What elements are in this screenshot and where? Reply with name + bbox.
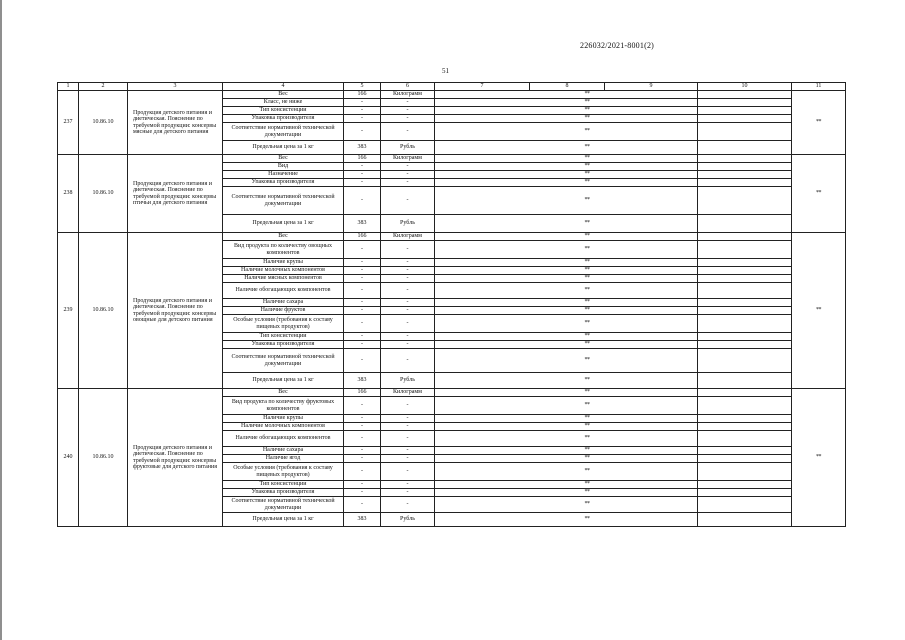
attribute-name: Назначение	[223, 171, 344, 179]
column-11-marker: **	[792, 91, 846, 155]
empty-cell-10	[698, 373, 792, 389]
attribute-name: Наличие молочных компонентов	[223, 267, 344, 275]
attribute-value: 383	[344, 373, 381, 389]
unit-of-measure: Рубль	[381, 513, 435, 527]
empty-cell-9	[605, 179, 698, 187]
empty-cell-7	[435, 333, 530, 341]
empty-cell-10	[698, 341, 792, 349]
empty-cell-9	[605, 107, 698, 115]
column-11-marker: **	[792, 233, 846, 389]
empty-cell-7	[435, 397, 530, 415]
attribute-value: -	[344, 275, 381, 283]
attribute-name: Тип консистенции	[223, 481, 344, 489]
empty-cell-10	[698, 315, 792, 333]
attribute-name: Вид продукта по количеству фруктовых компонентов	[223, 397, 344, 415]
empty-cell-7	[435, 233, 530, 241]
attribute-name: Наличие ягод	[223, 455, 344, 463]
empty-cell-7	[435, 163, 530, 171]
column-header-5: 5	[344, 83, 381, 91]
requirement-marker: **	[530, 455, 605, 463]
attribute-value: -	[344, 307, 381, 315]
empty-cell-9	[605, 415, 698, 423]
requirement-marker: **	[530, 163, 605, 171]
column-11-marker: **	[792, 389, 846, 527]
requirement-marker: **	[530, 283, 605, 299]
requirement-marker: **	[530, 415, 605, 423]
empty-cell-10	[698, 423, 792, 431]
empty-cell-9	[605, 233, 698, 241]
empty-cell-7	[435, 107, 530, 115]
empty-cell-7	[435, 463, 530, 481]
requirement-marker: **	[530, 389, 605, 397]
unit-of-measure: -	[381, 431, 435, 447]
requirement-marker: **	[530, 373, 605, 389]
empty-cell-10	[698, 389, 792, 397]
unit-of-measure: -	[381, 267, 435, 275]
empty-cell-9	[605, 259, 698, 267]
row-number: 238	[58, 155, 79, 233]
attribute-value: -	[344, 123, 381, 141]
unit-of-measure: -	[381, 455, 435, 463]
empty-cell-10	[698, 91, 792, 99]
empty-cell-7	[435, 373, 530, 389]
requirement-marker: **	[530, 275, 605, 283]
empty-cell-7	[435, 283, 530, 299]
product-name: Продукция детского питания и диетическая. Пояснение по требуемой продукции: консервы фруктовые для детского питания	[128, 389, 223, 527]
empty-cell-7	[435, 241, 530, 259]
empty-cell-7	[435, 307, 530, 315]
attribute-value: -	[344, 179, 381, 187]
empty-cell-9	[605, 299, 698, 307]
attribute-value: -	[344, 187, 381, 215]
scan-edge-line	[0, 0, 2, 640]
empty-cell-7	[435, 155, 530, 163]
requirement-marker: **	[530, 187, 605, 215]
empty-cell-9	[605, 155, 698, 163]
unit-of-measure: -	[381, 171, 435, 179]
empty-cell-7	[435, 99, 530, 107]
unit-of-measure: Рубль	[381, 373, 435, 389]
requirement-marker: **	[530, 171, 605, 179]
column-header-2: 2	[79, 83, 128, 91]
empty-cell-10	[698, 187, 792, 215]
empty-cell-9	[605, 349, 698, 373]
attribute-value: -	[344, 341, 381, 349]
attribute-value: -	[344, 489, 381, 497]
attribute-name: Наличие сахара	[223, 299, 344, 307]
empty-cell-9	[605, 141, 698, 155]
empty-cell-9	[605, 315, 698, 333]
unit-of-measure: -	[381, 179, 435, 187]
attribute-value: -	[344, 423, 381, 431]
requirement-marker: **	[530, 267, 605, 275]
table-body	[58, 91, 846, 527]
attribute-value: -	[344, 163, 381, 171]
empty-cell-9	[605, 99, 698, 107]
attribute-name: Соответствие нормативной технической документации	[223, 497, 344, 513]
empty-cell-10	[698, 123, 792, 141]
empty-cell-7	[435, 455, 530, 463]
requirement-marker: **	[530, 397, 605, 415]
attribute-name: Наличие обогащающих компонентов	[223, 431, 344, 447]
attribute-value: -	[344, 415, 381, 423]
requirement-marker: **	[530, 481, 605, 489]
empty-cell-7	[435, 141, 530, 155]
attribute-value: -	[344, 315, 381, 333]
empty-cell-10	[698, 497, 792, 513]
attribute-name: Предельная цена за 1 кг	[223, 373, 344, 389]
attribute-name: Упаковка производителя	[223, 115, 344, 123]
requirement-marker: **	[530, 333, 605, 341]
attribute-value: -	[344, 497, 381, 513]
empty-cell-10	[698, 513, 792, 527]
empty-cell-7	[435, 423, 530, 431]
empty-cell-9	[605, 241, 698, 259]
row-number: 239	[58, 233, 79, 389]
table-row	[58, 389, 846, 397]
unit-of-measure: -	[381, 307, 435, 315]
attribute-value: 166	[344, 389, 381, 397]
empty-cell-7	[435, 349, 530, 373]
empty-cell-7	[435, 513, 530, 527]
empty-cell-7	[435, 415, 530, 423]
unit-of-measure: -	[381, 341, 435, 349]
requirement-marker: **	[530, 315, 605, 333]
column-header-1: 1	[58, 83, 79, 91]
empty-cell-9	[605, 91, 698, 99]
empty-cell-10	[698, 241, 792, 259]
empty-cell-10	[698, 349, 792, 373]
empty-cell-9	[605, 423, 698, 431]
empty-cell-10	[698, 397, 792, 415]
empty-cell-9	[605, 341, 698, 349]
unit-of-measure: -	[381, 241, 435, 259]
requirement-marker: **	[530, 489, 605, 497]
empty-cell-7	[435, 431, 530, 447]
empty-cell-9	[605, 389, 698, 397]
empty-cell-9	[605, 307, 698, 315]
empty-cell-7	[435, 389, 530, 397]
empty-cell-7	[435, 187, 530, 215]
table-row	[58, 155, 846, 163]
empty-cell-10	[698, 163, 792, 171]
empty-cell-10	[698, 283, 792, 299]
requirement-marker: **	[530, 91, 605, 99]
product-name: Продукция детского питания и диетическая. Пояснение по требуемой продукции: консервы птичьи для детского питания	[128, 155, 223, 233]
unit-of-measure: -	[381, 463, 435, 481]
requirement-marker: **	[530, 423, 605, 431]
attribute-name: Наличие сахара	[223, 447, 344, 455]
empty-cell-10	[698, 179, 792, 187]
empty-cell-10	[698, 171, 792, 179]
requirement-marker: **	[530, 259, 605, 267]
row-number: 240	[58, 389, 79, 527]
empty-cell-9	[605, 373, 698, 389]
attribute-name: Предельная цена за 1 кг	[223, 513, 344, 527]
empty-cell-7	[435, 275, 530, 283]
document-number: 226032/2021-8001(2)	[580, 41, 655, 50]
unit-of-measure: -	[381, 397, 435, 415]
attribute-value: -	[344, 115, 381, 123]
empty-cell-7	[435, 259, 530, 267]
attribute-value: -	[344, 283, 381, 299]
empty-cell-10	[698, 215, 792, 233]
attribute-name: Упаковка производителя	[223, 179, 344, 187]
empty-cell-10	[698, 307, 792, 315]
unit-of-measure: -	[381, 299, 435, 307]
attribute-name: Вес	[223, 389, 344, 397]
empty-cell-9	[605, 283, 698, 299]
empty-cell-7	[435, 171, 530, 179]
unit-of-measure: -	[381, 259, 435, 267]
attribute-name: Предельная цена за 1 кг	[223, 215, 344, 233]
empty-cell-9	[605, 115, 698, 123]
unit-of-measure: -	[381, 163, 435, 171]
requirement-marker: **	[530, 233, 605, 241]
requirement-marker: **	[530, 497, 605, 513]
attribute-name: Упаковка производителя	[223, 341, 344, 349]
requirement-marker: **	[530, 215, 605, 233]
attribute-name: Вес	[223, 233, 344, 241]
empty-cell-10	[698, 233, 792, 241]
requirement-marker: **	[530, 155, 605, 163]
requirement-marker: **	[530, 341, 605, 349]
unit-of-measure: -	[381, 489, 435, 497]
unit-of-measure: -	[381, 481, 435, 489]
empty-cell-7	[435, 497, 530, 513]
attribute-name: Особые условия (требования к составу пищевых продуктов)	[223, 315, 344, 333]
empty-cell-9	[605, 171, 698, 179]
attribute-name: Вид продукта по количеству овощных компонентов	[223, 241, 344, 259]
unit-of-measure: -	[381, 187, 435, 215]
attribute-value: 166	[344, 233, 381, 241]
unit-of-measure: Килограмм	[381, 155, 435, 163]
table-row	[58, 233, 846, 241]
attribute-value: -	[344, 171, 381, 179]
attribute-value: -	[344, 349, 381, 373]
empty-cell-9	[605, 513, 698, 527]
attribute-name: Тип консистенции	[223, 333, 344, 341]
empty-cell-10	[698, 267, 792, 275]
empty-cell-9	[605, 481, 698, 489]
unit-of-measure: -	[381, 107, 435, 115]
attribute-value: -	[344, 447, 381, 455]
unit-of-measure: -	[381, 423, 435, 431]
attribute-value: -	[344, 481, 381, 489]
column-header-9: 9	[605, 83, 698, 91]
empty-cell-7	[435, 489, 530, 497]
empty-cell-9	[605, 275, 698, 283]
requirement-marker: **	[530, 513, 605, 527]
unit-of-measure: Килограмм	[381, 91, 435, 99]
attribute-name: Наличие фруктов	[223, 307, 344, 315]
empty-cell-7	[435, 267, 530, 275]
attribute-value: -	[344, 241, 381, 259]
table-row	[58, 91, 846, 99]
empty-cell-9	[605, 187, 698, 215]
empty-cell-9	[605, 397, 698, 415]
empty-cell-10	[698, 141, 792, 155]
attribute-name: Наличие крупы	[223, 259, 344, 267]
empty-cell-7	[435, 115, 530, 123]
empty-cell-10	[698, 259, 792, 267]
attribute-name: Тип консистенции	[223, 107, 344, 115]
row-number: 237	[58, 91, 79, 155]
empty-cell-9	[605, 123, 698, 141]
unit-of-measure: -	[381, 333, 435, 341]
empty-cell-10	[698, 489, 792, 497]
okpd-code: 10.86.10	[79, 155, 128, 233]
empty-cell-9	[605, 447, 698, 455]
empty-cell-7	[435, 481, 530, 489]
empty-cell-9	[605, 267, 698, 275]
requirement-marker: **	[530, 447, 605, 455]
empty-cell-7	[435, 123, 530, 141]
attribute-value: -	[344, 431, 381, 447]
attribute-name: Соответствие нормативной технической документации	[223, 123, 344, 141]
empty-cell-10	[698, 115, 792, 123]
unit-of-measure: -	[381, 99, 435, 107]
empty-cell-7	[435, 341, 530, 349]
requirement-marker: **	[530, 115, 605, 123]
unit-of-measure: -	[381, 315, 435, 333]
empty-cell-10	[698, 415, 792, 423]
attribute-name: Предельная цена за 1 кг	[223, 141, 344, 155]
unit-of-measure: Килограмм	[381, 389, 435, 397]
empty-cell-7	[435, 215, 530, 233]
unit-of-measure: -	[381, 349, 435, 373]
requirement-marker: **	[530, 99, 605, 107]
attribute-value: -	[344, 99, 381, 107]
empty-cell-9	[605, 497, 698, 513]
attribute-name: Особые условия (требования к составу пищевых продуктов)	[223, 463, 344, 481]
unit-of-measure: -	[381, 115, 435, 123]
empty-cell-10	[698, 481, 792, 489]
table-header-row	[58, 83, 846, 91]
unit-of-measure: -	[381, 283, 435, 299]
attribute-value: -	[344, 259, 381, 267]
column-header-7: 7	[435, 83, 530, 91]
empty-cell-10	[698, 447, 792, 455]
attribute-value: -	[344, 455, 381, 463]
empty-cell-7	[435, 447, 530, 455]
product-name: Продукция детского питания и диетическая. Пояснение по требуемой продукции: консервы мясные для детского питания	[128, 91, 223, 155]
empty-cell-7	[435, 91, 530, 99]
empty-cell-7	[435, 299, 530, 307]
empty-cell-9	[605, 463, 698, 481]
column-header-6: 6	[381, 83, 435, 91]
attribute-value: -	[344, 299, 381, 307]
empty-cell-9	[605, 455, 698, 463]
empty-cell-10	[698, 275, 792, 283]
unit-of-measure: Рубль	[381, 141, 435, 155]
okpd-code: 10.86.10	[79, 233, 128, 389]
attribute-name: Наличие крупы	[223, 415, 344, 423]
attribute-value: -	[344, 267, 381, 275]
unit-of-measure: Рубль	[381, 215, 435, 233]
empty-cell-10	[698, 463, 792, 481]
requirement-marker: **	[530, 107, 605, 115]
attribute-value: 166	[344, 91, 381, 99]
specification-table	[57, 82, 846, 527]
requirement-marker: **	[530, 179, 605, 187]
attribute-name: Класс, не ниже	[223, 99, 344, 107]
attribute-name: Вес	[223, 155, 344, 163]
attribute-name: Наличие молочных компонентов	[223, 423, 344, 431]
attribute-value: 166	[344, 155, 381, 163]
requirement-marker: **	[530, 141, 605, 155]
column-header-10: 10	[698, 83, 792, 91]
attribute-name: Соответствие нормативной технической документации	[223, 349, 344, 373]
empty-cell-10	[698, 99, 792, 107]
okpd-code: 10.86.10	[79, 389, 128, 527]
empty-cell-10	[698, 455, 792, 463]
unit-of-measure: Килограмм	[381, 233, 435, 241]
unit-of-measure: -	[381, 497, 435, 513]
attribute-value: -	[344, 333, 381, 341]
empty-cell-9	[605, 431, 698, 447]
unit-of-measure: -	[381, 415, 435, 423]
okpd-code: 10.86.10	[79, 91, 128, 155]
unit-of-measure: -	[381, 447, 435, 455]
requirement-marker: **	[530, 241, 605, 259]
attribute-name: Вид	[223, 163, 344, 171]
requirement-marker: **	[530, 349, 605, 373]
unit-of-measure: -	[381, 123, 435, 141]
empty-cell-9	[605, 215, 698, 233]
page-number: 51	[442, 67, 449, 75]
empty-cell-7	[435, 179, 530, 187]
empty-cell-9	[605, 163, 698, 171]
attribute-value: -	[344, 107, 381, 115]
empty-cell-10	[698, 155, 792, 163]
attribute-name: Упаковка производителя	[223, 489, 344, 497]
requirement-marker: **	[530, 431, 605, 447]
requirement-marker: **	[530, 463, 605, 481]
column-header-3: 3	[128, 83, 223, 91]
attribute-value: 383	[344, 141, 381, 155]
attribute-value: -	[344, 397, 381, 415]
column-11-marker: **	[792, 155, 846, 233]
unit-of-measure: -	[381, 275, 435, 283]
attribute-name: Наличие обогащающих компонентов	[223, 283, 344, 299]
empty-cell-10	[698, 299, 792, 307]
requirement-marker: **	[530, 123, 605, 141]
attribute-name: Вес	[223, 91, 344, 99]
product-name: Продукция детского питания и диетическая. Пояснение по требуемой продукции: консервы овощные для детского питания	[128, 233, 223, 389]
requirement-marker: **	[530, 299, 605, 307]
column-header-4: 4	[223, 83, 344, 91]
attribute-name: Соответствие нормативной технической документации	[223, 187, 344, 215]
empty-cell-9	[605, 489, 698, 497]
column-header-11: 11	[792, 83, 846, 91]
column-header-8: 8	[530, 83, 605, 91]
attribute-value: 383	[344, 513, 381, 527]
empty-cell-10	[698, 333, 792, 341]
requirement-marker: **	[530, 307, 605, 315]
empty-cell-9	[605, 333, 698, 341]
empty-cell-7	[435, 315, 530, 333]
empty-cell-10	[698, 431, 792, 447]
attribute-value: -	[344, 463, 381, 481]
attribute-name: Наличие мясных компонентов	[223, 275, 344, 283]
empty-cell-10	[698, 107, 792, 115]
attribute-value: 383	[344, 215, 381, 233]
